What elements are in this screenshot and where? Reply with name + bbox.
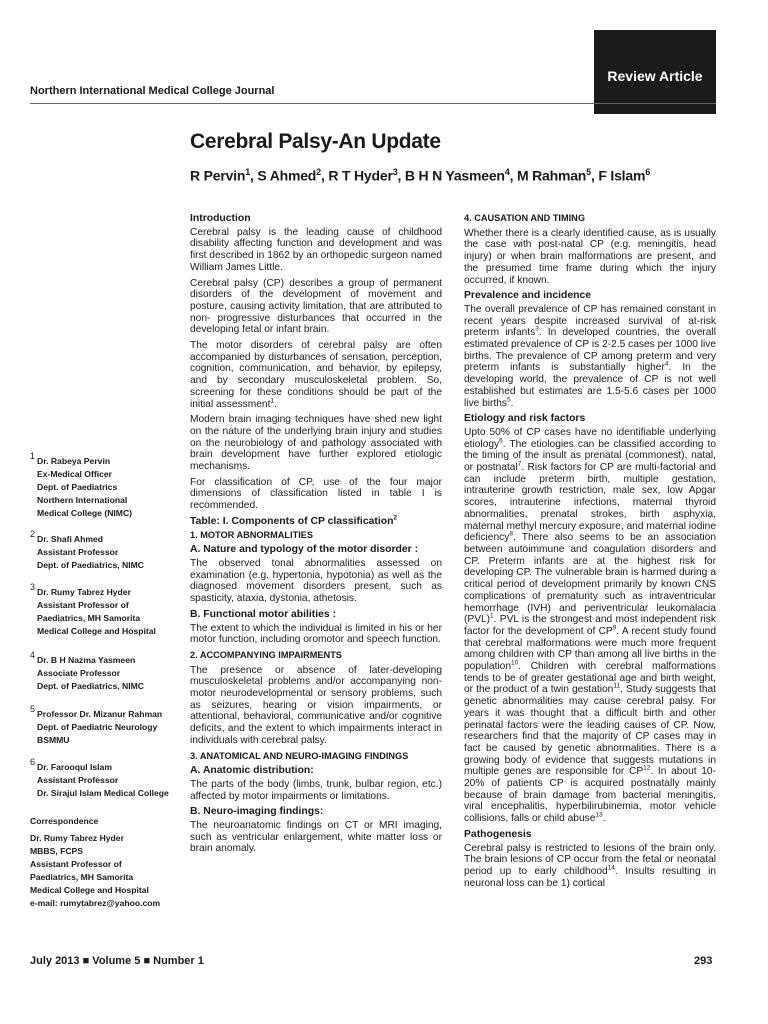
author-affiliation-number: 3 bbox=[392, 167, 398, 177]
citation: 1 bbox=[270, 397, 275, 405]
subsection-heading: 4. CAUSATION AND TIMING bbox=[464, 213, 585, 223]
paragraph: For classification of CP, use of the four major dimensions of classification listed in table I is recommended. bbox=[190, 476, 442, 512]
author-name: R Pervin bbox=[190, 167, 246, 184]
body-column-2 bbox=[464, 213, 716, 893]
table-caption: Table: I. Components of CP classification$^2$ bbox=[190, 514, 398, 527]
paragraph: Cerebral palsy is restricted to lesions of the brain only. The brain lesions of CP occur from the fetal or neonatal period up to early childhood$^{14}$. Insults resulting in neuronal loss can be 1) cortical bbox=[464, 842, 717, 889]
author-name: B H N Yasmeen bbox=[404, 167, 505, 184]
subsection-heading: 2. ACCOMPANYING IMPAIRMENTS bbox=[190, 649, 342, 660]
correspondence-email[interactable]: e-mail: rumytabrez@yahoo.com bbox=[30, 898, 161, 908]
paragraph: The observed tonal abnormalities assessed on examination (e.g. hypertonia, hypotonia) as well as the diagnosed movement disorders present, such as spasticity, ataxia, dystonia, athetosis. bbox=[190, 557, 442, 605]
paragraph: The extent to which the individual is limited in his or her motor function, including oromotor and speech function. bbox=[190, 622, 442, 646]
author-affiliation-number: 4 bbox=[504, 167, 510, 177]
paragraph: Modern brain imaging techniques have shed new light on the nature of the underlying brain injury and studies on the neurobiology of and pathology associated with brain development have further explored etiologic mechanisms. bbox=[190, 414, 442, 473]
affiliation-2: 2 Dr. Shafi Ahmed Assistant Professor Dept. of Paediatrics, NIMC bbox=[30, 529, 144, 570]
section-heading: Etiology and risk factors bbox=[464, 413, 586, 425]
section-heading: Pathogenesis bbox=[464, 828, 532, 840]
article-title: Cerebral Palsy-An Update bbox=[190, 130, 441, 153]
issue-info: July 2013 ■ Volume 5 ■ Number 1 bbox=[30, 955, 204, 967]
author-affiliation-number: 5 bbox=[586, 167, 591, 177]
paragraph: Whether there is a clearly identified cause, as is usually the case with post-natal CP (e.g. meningitis, head injury) or when brain malformations are present, and the presumed time frame during which the injury occurred, if known. bbox=[464, 227, 716, 286]
author-affiliation-number: 1 bbox=[245, 167, 251, 177]
subsection-heading: 3. ANATOMICAL AND NEURO-IMAGING FINDINGS bbox=[190, 750, 409, 761]
author-name: F Islam bbox=[598, 167, 646, 184]
author-name: R T Hyder bbox=[328, 167, 393, 184]
article-type-label: Review Article bbox=[607, 68, 703, 84]
affiliation-5: 5 Professor Dr. Mizanur Rahman Dept. of Paediatric Neurology BSMMU bbox=[30, 704, 163, 745]
subsection-heading: 1. MOTOR ABNORMALITIES bbox=[190, 529, 314, 540]
correspondence-block: Correspondence Dr. Rumy Tabrez Hyder MBBS, FCPS Assistant Professor of Paediatrics, MH Samorita Medical College and Hospital e-mail: rumytabrez@yahoo.com bbox=[30, 815, 180, 910]
affiliation-1: 1 Dr. Rabeya Pervin Ex-Medical Officer Dept. of Paediatrics Northern International Medical College (NIMC) bbox=[30, 451, 133, 518]
author-affiliation-number: 2 bbox=[316, 167, 321, 177]
paragraph: Cerebral palsy (CP) describes a group of permanent disorders of the development of movement and posture, causing activity limitation, that are attributed to non- progressive disturbances that occurred in the developing fetal or infant brain. bbox=[190, 277, 442, 336]
paragraph: The presence or absence of later-developing musculoskeletal problems and/or accompanying non-motor neurodevelopmental or sensory problems, such as seizures, hearing or vision impairments, or attentional, behavioral, communicative and/or cognitive deficits, and the extent to which impairments interact in individuals with cerebral palsy. bbox=[190, 664, 442, 746]
author-name: M Rahman bbox=[516, 167, 587, 184]
paragraph: The neuroanatomic findings on CT or MRI imaging, such as ventricular enlargement, white matter loss or brain anomaly. bbox=[190, 820, 442, 855]
subsection-heading: B. Neuro-imaging findings: bbox=[190, 806, 324, 818]
author-name: S Ahmed bbox=[257, 167, 317, 184]
body-column-1 bbox=[190, 213, 442, 859]
affiliation-4: 4 Dr. B H Nazma Yasmeen Associate Professor Dept. of Paediatrics, NIMC bbox=[30, 650, 144, 691]
paragraph: Upto 50% of CP cases have no identifiable underlying etiology$^6$. The etiologies can be classified according to the timing of the insult as prenatal (commonest), natal, or postnatal$^7$. Risk factors for CP are multi-factorial and can include preterm birth, multiple gestation, intrauterine growth restriction, male sex, low Apgar scores, intrauterine infections, maternal thyroid abnormalities, prenatal strokes, birth asphyxia, maternal methyl mercury exposure, and maternal iodine deficiency$^8$. There also seems to be an association between autoimmune and coagulation disorders and CP. Preterm infants are at the highest risk for developing CP. The vulnerable brain is harmed during a critical period of development primarily by known CNS complications of prematurity such as intraventricular hemorrhage (IVH) and periventricular leukomalacia (PVL)$^1$. PVL is the strongest and most independent risk factor for the development of $CP^9$. A recent study found that cerebral malformations were much more frequent among children with CP than among all live births in the population$^{10}$. Children with cerebral malformations tends to be of greater gestational age and birth weight, or the product of a twin gestation$^{11}$. Study suggests that genetic abnormalities may cause cerebral palsy. For years it was thought that a difficult birth and other perinatal factors were the leading causes of CP. Now, researchers find that the majority of CP cases may in fact be caused by genetic abnormalities. There is a growing body of evidence that suggests mutations in multiple genes are responsible for CP$^{12}$. In about 10-20% of patients CP is acquired postnatally mainly because of brain damage from bacterial meningitis, viral encephalitis, hyperbilirubinemia, motor vehicle collisions, falls or child abuse$^{13}$. bbox=[464, 426, 716, 825]
subsection-heading: B. Functional motor abilities : bbox=[190, 608, 337, 620]
affiliation-3: 3 Dr. Rumy Tabrez Hyder Assistant Professor of Paediatrics, MH Samorita Medical College and Hospital bbox=[30, 582, 156, 636]
affiliation-6: 6 Dr. Farooqul Islam Assistant Professor Dr. Sirajul Islam Medical College bbox=[30, 757, 169, 798]
citation: 2 bbox=[393, 514, 398, 522]
paragraph: The motor disorders of cerebral palsy are often accompanied by disturbances of sensation, perception, cognition, communication, and behavior, by epilepsy, and by secondary musculoskeletal problem. So, screening for these conditions should be part of the initial assessment$^1$. bbox=[190, 340, 442, 410]
author-affiliation-number: 6 bbox=[645, 167, 651, 177]
author-list: R Pervin$^1$, S Ahmed$^2$, R T Hyder$^3$, B H N Yasmeen$^4$, M Rahman$^5$, F Islam$^6$ bbox=[190, 167, 651, 184]
section-heading: Prevalence and incidence bbox=[464, 290, 592, 302]
subsection-heading: A. Nature and typology of the motor disorder : bbox=[190, 544, 419, 556]
journal-name: Northern International Medical College Journal bbox=[30, 85, 275, 97]
correspondence-heading: Correspondence bbox=[30, 816, 99, 826]
page-number: 293 bbox=[694, 955, 713, 967]
subsection-heading: A. Anatomic distribution: bbox=[190, 765, 314, 777]
article-type-badge bbox=[594, 30, 716, 114]
paragraph: The overall prevalence of CP has remained constant in recent years despite increased survival of at-risk preterm infants$^3$. In developed countries, the overall estimated prevalence of CP is 2-2.5 cases per 1000 live births. The prevalence of CP among preterm and very preterm infants is substantially higher$^4$. In the developing world, the prevalence of CP is not well established but estimates are 1.5-5.6 cases per 1000 live births$^5$. bbox=[464, 303, 716, 409]
header-divider bbox=[30, 103, 716, 104]
paragraph: The parts of the body (limbs, trunk, bulbar region, etc.) affected by motor impairments or limitations. bbox=[190, 778, 442, 802]
paragraph: Cerebral palsy is the leading cause of childhood disability affecting function and development and was first described in 1862 by an orthopedic surgeon named William James Little. bbox=[190, 226, 442, 273]
section-heading: Introduction bbox=[190, 213, 251, 224]
